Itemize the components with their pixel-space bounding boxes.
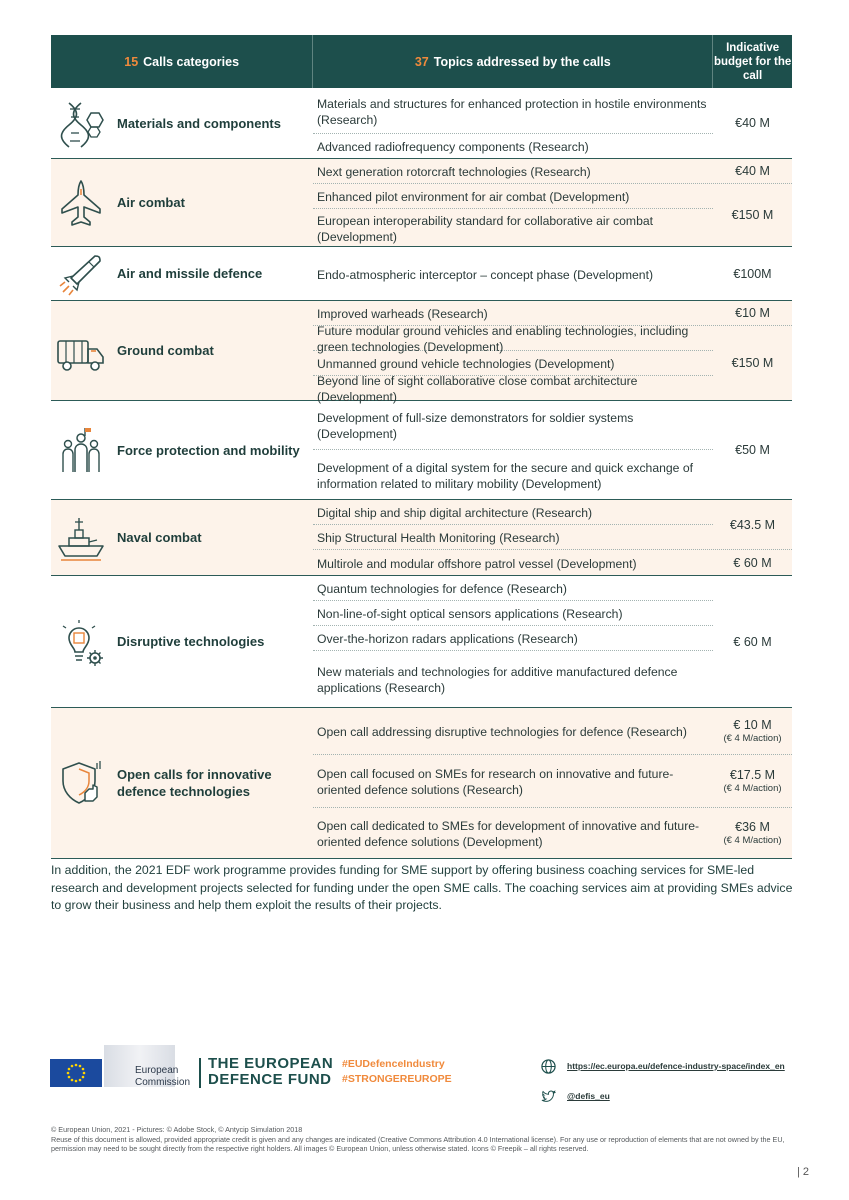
budget-cell <box>713 247 792 300</box>
budget-cell <box>713 708 792 754</box>
budget-per-action: (€ 4 M/action) <box>723 783 782 794</box>
page-number: | 2 <box>797 1166 810 1178</box>
category-label: Materials and components <box>117 115 281 131</box>
legal-notice <box>51 1125 796 1154</box>
category-section <box>51 159 792 247</box>
budget-per-action: (€ 4 M/action) <box>723 835 782 846</box>
category-section <box>51 401 792 500</box>
topic-item: Endo-atmospheric interceptor – concept phase (Development) <box>317 267 654 282</box>
hashtag-eu-defence-industry: #EUDefenceIndustry <box>342 1058 445 1070</box>
category-cell <box>51 708 313 858</box>
budget-cell <box>713 159 792 183</box>
category-section <box>51 247 792 301</box>
missile-icon <box>55 248 107 300</box>
footer-links <box>541 1058 785 1118</box>
category-label: Force protection and mobility <box>117 442 300 458</box>
category-label: Air and missile defence <box>117 266 263 281</box>
sme-support-paragraph: In addition, the 2021 EDF work programme provides funding for SME support by offering business coaching services for SME-led research and development projects selected for funding under the open SME calls. The coaching services aim at providing SMEs advice to grow their business and help them exploit the results of their projects. <box>51 863 793 912</box>
twitter-link-row[interactable] <box>541 1088 785 1104</box>
category-section <box>51 301 792 404</box>
calls-count: 15 <box>124 54 139 69</box>
category-label: Ground combat <box>117 343 214 358</box>
soldiers-group-icon <box>55 424 107 476</box>
category-cell <box>51 401 313 499</box>
topic-item: Future modular ground vehicles and enabling technologies, including green technologies (Development) <box>313 326 713 351</box>
topic-item: Open call addressing disruptive technologies for defence (Research) <box>317 725 687 739</box>
category-cell <box>51 576 313 707</box>
topic-item: Next generation rotorcraft technologies (Research) <box>317 165 591 179</box>
topic-item: Enhanced pilot environment for air combat (Development) <box>313 184 713 209</box>
budget-cell <box>713 755 792 807</box>
budget-value: €10 M <box>735 306 770 320</box>
category-label: Open calls for innovative defence technologies <box>117 767 272 799</box>
topic-group <box>313 708 792 755</box>
website-link-row[interactable] <box>541 1058 785 1074</box>
topic-group <box>313 159 792 184</box>
category-label: Air combat <box>117 195 185 210</box>
category-label: Naval combat <box>117 530 202 545</box>
category-cell <box>51 159 313 246</box>
budget-value: € 10 M <box>733 718 772 732</box>
topic-item: Open call focused on SMEs for research on innovative and future-oriented defence solutions (Research) <box>317 767 674 797</box>
topic-item: Materials and structures for enhanced protection in hostile environments (Research) <box>313 88 713 134</box>
ec-line2: Commission <box>135 1077 191 1088</box>
table-header <box>51 35 792 88</box>
budget-value: €40 M <box>735 164 770 178</box>
copyright-line: © European Union, 2021 - Pictures: © Adobe Stock, © Antycip Simulation 2018 <box>51 1125 303 1134</box>
budget-value: € 60 M <box>733 634 772 649</box>
topic-item: Multirole and modular offshore patrol vessel (Development) <box>317 556 637 571</box>
budget-cell <box>713 576 792 707</box>
fund-line1: THE EUROPEAN <box>208 1055 334 1072</box>
european-commission-label <box>135 1065 205 1089</box>
twitter-bird-icon <box>541 1089 556 1104</box>
category-cell <box>51 500 313 575</box>
military-truck-icon <box>55 325 107 377</box>
topic-group <box>313 401 792 499</box>
topic-item: Ship Structural Health Monitoring (Research) <box>317 531 560 545</box>
globe-icon <box>541 1059 556 1074</box>
fund-title <box>208 1056 358 1088</box>
budget-value: €36 M <box>735 820 770 834</box>
budget-cell <box>713 550 792 575</box>
topic-item: Digital ship and ship digital architecture (Research) <box>313 500 713 525</box>
category-cell <box>51 247 313 300</box>
topic-item: New materials and technologies for additive manufactured defence applications (Research) <box>317 665 678 695</box>
budget-cell <box>713 88 792 158</box>
budget-value: €50 M <box>735 443 770 457</box>
eu-flag-logo <box>50 1059 102 1087</box>
topic-group <box>313 247 792 300</box>
budget-value: €100M <box>733 266 772 281</box>
fighter-jet-icon <box>55 177 107 229</box>
budget-value: €43.5 M <box>729 517 776 532</box>
topic-item: Open call dedicated to SMEs for development of innovative and future-oriented defence solutions (Development) <box>317 819 700 849</box>
website-link[interactable]: https://ec.europa.eu/defence-industry-space/index_en <box>567 1061 785 1071</box>
ec-line1: European <box>135 1065 179 1076</box>
topic-group <box>313 550 792 575</box>
category-cell <box>51 88 313 158</box>
category-section <box>51 88 792 159</box>
budget-cell <box>713 184 792 246</box>
topic-item: Beyond line of sight collaborative close combat architecture (Development) <box>317 374 638 404</box>
budget-value: €150 M <box>731 208 774 222</box>
budget-cell <box>713 326 792 400</box>
warship-icon <box>55 512 107 564</box>
lightbulb-gear-icon <box>55 616 107 668</box>
table-body <box>51 88 792 859</box>
category-section <box>51 500 792 576</box>
topic-group <box>313 755 792 808</box>
category-label: Disruptive technologies <box>117 634 265 649</box>
reuse-notice: Reuse of this document is allowed, provided appropriate credit is given and any changes are indicated (Creative Commons Attribution 4.0 International license). For any use or reproduction of elements that are not owned by the EU, permission may need to be sought directly from the respective right holders. All images © European Union, unless otherwise stated. Icons © Freepik – all rights reserved. <box>51 1134 785 1154</box>
shield-hand-icon <box>55 757 107 809</box>
header-calls-categories <box>51 35 313 88</box>
budget-cell <box>713 500 792 549</box>
dna-molecule-icon <box>55 97 107 149</box>
header-topics <box>313 35 713 88</box>
topic-group <box>313 88 792 158</box>
topic-item: Development of full-size demonstrators for soldier systems (Development) <box>313 401 713 450</box>
topic-group <box>313 808 792 858</box>
budget-value: €17.5 M <box>729 768 776 782</box>
hashtag-stronger-europe: #STRONGEREUROPE <box>342 1073 452 1085</box>
budget-cell <box>713 401 792 499</box>
topic-item: Improved warheads (Research) <box>317 307 488 321</box>
budget-cell <box>713 301 792 325</box>
edf-calls-table <box>51 35 792 859</box>
budget-cell <box>713 808 792 858</box>
topic-item: Over-the-horizon radars applications (Research) <box>313 626 713 651</box>
budget-per-action: (€ 4 M/action) <box>723 733 782 744</box>
hashtags <box>342 1057 472 1087</box>
topic-group <box>313 324 792 404</box>
topic-item: European interoperability standard for collaborative air combat (Development) <box>317 213 654 244</box>
fund-line2: DEFENCE FUND <box>208 1071 332 1088</box>
topic-item: Development of a digital system for the secure and quick exchange of information related to military mobility (Development) <box>317 460 693 491</box>
topic-group <box>313 184 792 246</box>
header-budget: Indicative budget for the call <box>713 41 792 82</box>
category-section <box>51 576 792 708</box>
fund-divider <box>199 1058 201 1088</box>
calls-label: Calls categories <box>143 54 240 69</box>
topic-group <box>313 576 792 707</box>
topic-item: Non-line-of-sight optical sensors applications (Research) <box>313 601 713 626</box>
topic-group <box>313 500 792 550</box>
topic-item: Advanced radiofrequency components (Research) <box>317 140 589 154</box>
topic-item: Quantum technologies for defence (Research) <box>313 576 713 601</box>
budget-value: €150 M <box>731 356 774 370</box>
category-section <box>51 708 792 859</box>
topics-label: Topics addressed by the calls <box>433 54 611 69</box>
budget-value: €40 M <box>735 116 770 130</box>
budget-value: € 60 M <box>733 555 772 570</box>
topic-item: Unmanned ground vehicle technologies (Development) <box>313 351 713 376</box>
twitter-handle[interactable]: @defis_eu <box>567 1091 610 1101</box>
category-cell <box>51 301 313 400</box>
topics-count: 37 <box>414 54 429 69</box>
